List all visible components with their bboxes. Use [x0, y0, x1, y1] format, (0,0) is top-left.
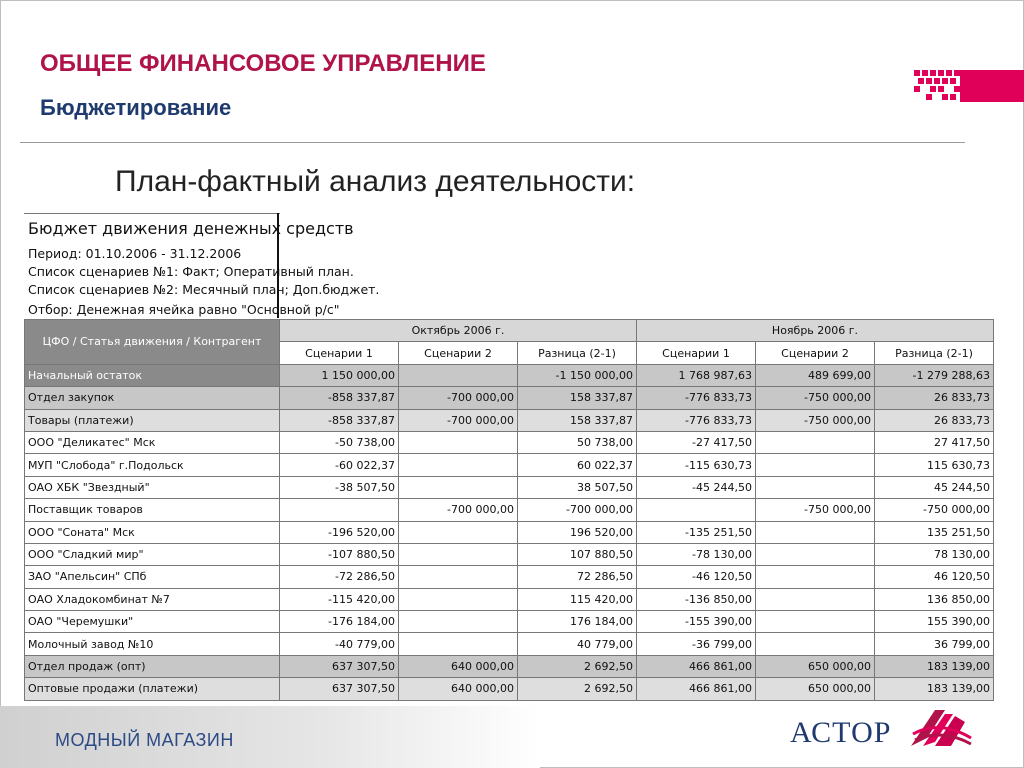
table-cell: 183 139,00: [875, 655, 994, 677]
table-row: [25, 521, 994, 543]
table-cell: -776 833,73: [637, 387, 756, 409]
column-header: Сценарии 1: [280, 342, 399, 364]
table-cell: [399, 588, 518, 610]
table-cell: 183 139,00: [875, 678, 994, 700]
table-cell: -776 833,73: [637, 409, 756, 431]
table-cell: 136 850,00: [875, 588, 994, 610]
table-cell: -700 000,00: [399, 409, 518, 431]
table-row: [25, 655, 994, 677]
table-cell: 46 120,50: [875, 566, 994, 588]
row-label: ОАО Хладокомбинат №7: [25, 588, 280, 610]
brand-logo-icon: [905, 704, 975, 750]
table-cell: -176 184,00: [280, 611, 399, 633]
table-cell: [637, 499, 756, 521]
row-label: Оптовые продажи (платежи): [25, 678, 280, 700]
table-cell: -115 630,73: [637, 454, 756, 476]
column-header: Сценарии 1: [637, 342, 756, 364]
table-row: [25, 431, 994, 453]
row-label: ООО "Соната" Мск: [25, 521, 280, 543]
corner-header: ЦФО / Статья движения / Контрагент: [25, 320, 280, 365]
table-cell: 466 861,00: [637, 678, 756, 700]
table-cell: -750 000,00: [756, 499, 875, 521]
table-cell: [756, 476, 875, 498]
table-cell: -60 022,37: [280, 454, 399, 476]
report-filter: Отбор: Денежная ячейка равно "Основной р/с": [28, 302, 340, 317]
row-label: Молочный завод №10: [25, 633, 280, 655]
table-cell: [399, 543, 518, 565]
table-row: [25, 387, 994, 409]
table-cell: 158 337,87: [518, 409, 637, 431]
table-cell: 135 251,50: [875, 521, 994, 543]
table-cell: 115 420,00: [518, 588, 637, 610]
row-label: ОАО ХБК "Звездный": [25, 476, 280, 498]
table-cell: -155 390,00: [637, 611, 756, 633]
table-cell: 78 130,00: [875, 543, 994, 565]
report-period: Период: 01.10.2006 - 31.12.2006: [28, 246, 242, 261]
row-label: Товары (платежи): [25, 409, 280, 431]
main-title: ОБЩЕЕ ФИНАНСОВОЕ УПРАВЛЕНИЕ: [40, 50, 486, 77]
report-top-rule: [24, 213, 280, 214]
table-cell: -858 337,87: [280, 387, 399, 409]
table-cell: 60 022,37: [518, 454, 637, 476]
table-cell: -27 417,50: [637, 431, 756, 453]
table-row: [25, 543, 994, 565]
row-label: ООО "Сладкий мир": [25, 543, 280, 565]
table-cell: 466 861,00: [637, 655, 756, 677]
table-cell: -115 420,00: [280, 588, 399, 610]
brand-name: АСТОР: [790, 716, 892, 749]
report-scenarios-2: Список сценариев №2: Месячный план; Доп.бюджет.: [28, 282, 380, 297]
slide-heading: План-фактный анализ деятельности:: [115, 165, 636, 198]
row-label: Поставщик товаров: [25, 499, 280, 521]
row-label: Начальный остаток: [25, 364, 280, 386]
table-cell: 2 692,50: [518, 678, 637, 700]
table-cell: [756, 543, 875, 565]
report-title: Бюджет движения денежных средств: [28, 219, 354, 238]
table-cell: [399, 633, 518, 655]
pixel-pattern-icon: [914, 66, 964, 104]
table-cell: [399, 521, 518, 543]
table-row: [25, 566, 994, 588]
table-cell: [756, 611, 875, 633]
header-divider: [20, 142, 965, 143]
table-cell: [756, 566, 875, 588]
table-cell: [756, 454, 875, 476]
table-cell: -135 251,50: [637, 521, 756, 543]
table-cell: -36 799,00: [637, 633, 756, 655]
table-row: [25, 611, 994, 633]
row-label: Отдел продаж (опт): [25, 655, 280, 677]
table-row: [25, 678, 994, 700]
table-cell: -700 000,00: [518, 499, 637, 521]
table-cell: 2 692,50: [518, 655, 637, 677]
table-row: [25, 476, 994, 498]
table-cell: 650 000,00: [756, 655, 875, 677]
table-cell: 196 520,00: [518, 521, 637, 543]
table-cell: [280, 499, 399, 521]
column-header: Разница (2-1): [518, 342, 637, 364]
table-cell: -1 150 000,00: [518, 364, 637, 386]
table-row: [25, 633, 994, 655]
table-cell: 36 799,00: [875, 633, 994, 655]
report-scenarios-1: Список сценариев №1: Факт; Оперативный план.: [28, 264, 354, 279]
table-cell: [399, 454, 518, 476]
table-cell: 637 307,50: [280, 678, 399, 700]
table-cell: 107 880,50: [518, 543, 637, 565]
table-cell: -107 880,50: [280, 543, 399, 565]
table-cell: [756, 431, 875, 453]
table-cell: 72 286,50: [518, 566, 637, 588]
row-label: ЗАО "Апельсин" СПб: [25, 566, 280, 588]
table-cell: 26 833,73: [875, 409, 994, 431]
table-cell: 27 417,50: [875, 431, 994, 453]
table-cell: 1 768 987,63: [637, 364, 756, 386]
table-cell: 650 000,00: [756, 678, 875, 700]
table-cell: -78 130,00: [637, 543, 756, 565]
period-header: Октябрь 2006 г.: [280, 320, 637, 342]
table-cell: 38 507,50: [518, 476, 637, 498]
table-cell: -136 850,00: [637, 588, 756, 610]
table-cell: 176 184,00: [518, 611, 637, 633]
table-cell: -50 738,00: [280, 431, 399, 453]
table-cell: [399, 364, 518, 386]
table-row: [25, 499, 994, 521]
column-header: Сценарии 2: [756, 342, 875, 364]
column-header: Разница (2-1): [875, 342, 994, 364]
table-cell: -38 507,50: [280, 476, 399, 498]
row-label: ООО "Деликатес" Мск: [25, 431, 280, 453]
table-row: [25, 588, 994, 610]
table-cell: 40 779,00: [518, 633, 637, 655]
table-cell: 640 000,00: [399, 678, 518, 700]
row-label: МУП "Слобода" г.Подольск: [25, 454, 280, 476]
table-cell: 1 150 000,00: [280, 364, 399, 386]
row-label: Отдел закупок: [25, 387, 280, 409]
accent-bar: [960, 70, 1024, 102]
table-cell: [756, 633, 875, 655]
table-cell: 50 738,00: [518, 431, 637, 453]
table-cell: 155 390,00: [875, 611, 994, 633]
table-cell: [399, 566, 518, 588]
table-cell: 489 699,00: [756, 364, 875, 386]
table-cell: -750 000,00: [756, 409, 875, 431]
table-cell: [399, 431, 518, 453]
table-row: [25, 454, 994, 476]
table-cell: [399, 611, 518, 633]
table-cell: [756, 588, 875, 610]
budget-table: [24, 319, 994, 701]
table-cell: 158 337,87: [518, 387, 637, 409]
table-cell: -700 000,00: [399, 387, 518, 409]
sub-title: Бюджетирование: [40, 95, 232, 120]
table-row: [25, 409, 994, 431]
table-cell: 26 833,73: [875, 387, 994, 409]
table-row: [25, 364, 994, 386]
table-cell: -72 286,50: [280, 566, 399, 588]
footer-text: МОДНЫЙ МАГАЗИН: [55, 730, 234, 750]
table-cell: -196 520,00: [280, 521, 399, 543]
column-header: Сценарии 2: [399, 342, 518, 364]
table-cell: 640 000,00: [399, 655, 518, 677]
table-cell: -40 779,00: [280, 633, 399, 655]
table-cell: 115 630,73: [875, 454, 994, 476]
table-cell: 45 244,50: [875, 476, 994, 498]
table-cell: -750 000,00: [875, 499, 994, 521]
table-cell: -1 279 288,63: [875, 364, 994, 386]
table-cell: -46 120,50: [637, 566, 756, 588]
table-cell: -750 000,00: [756, 387, 875, 409]
table-cell: -858 337,87: [280, 409, 399, 431]
table-cell: -45 244,50: [637, 476, 756, 498]
row-label: ОАО "Черемушки": [25, 611, 280, 633]
period-header: Ноябрь 2006 г.: [637, 320, 994, 342]
table-cell: [756, 521, 875, 543]
table-cell: -700 000,00: [399, 499, 518, 521]
table-cell: [399, 476, 518, 498]
table-cell: 637 307,50: [280, 655, 399, 677]
